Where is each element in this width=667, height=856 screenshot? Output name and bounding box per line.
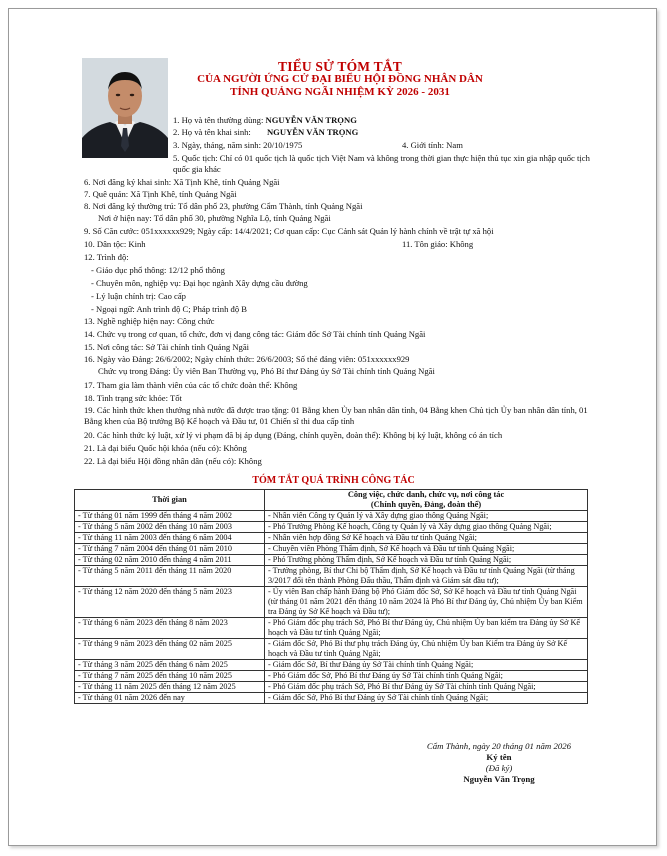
document-subtitle-2: TỈNH QUẢNG NGÃI NHIỆM KỲ 2026 - 2031 bbox=[230, 86, 450, 98]
table-row bbox=[75, 533, 588, 544]
table-cell-time: - Từ tháng 5 năm 2002 đến tháng 10 năm 2003 bbox=[75, 522, 265, 533]
table-cell-time: - Từ tháng 11 năm 2025 đến tháng 12 năm 2025 bbox=[75, 682, 265, 693]
column-header-job-line2: (Chính quyền, Đảng, đoàn thể) bbox=[370, 500, 482, 509]
signature-name: Nguyễn Văn Trọng bbox=[463, 774, 535, 784]
table-row bbox=[75, 511, 588, 522]
field-political-theory: - Lý luận chính trị: Cao cấp bbox=[91, 291, 186, 301]
portrait-photo bbox=[82, 58, 168, 158]
table-cell-job: - Giám đốc Sở, Phó Bí thư phụ trách Đảng ủy, Chủ nhiệm Ủy ban Kiểm tra Đảng ủy Sở Kế hoạch và Đầu tư tỉnh Quảng Ngãi; bbox=[265, 639, 588, 660]
table-cell-job: - Nhân viên hợp đồng Sở Kế hoạch và Đầu tư tỉnh Quảng Ngãi; bbox=[265, 533, 588, 544]
table-cell-time: - Từ tháng 6 năm 2023 đến tháng 8 năm 2023 bbox=[75, 618, 265, 639]
field-ethnicity: 10. Dân tộc: Kinh bbox=[84, 239, 146, 249]
field-health: 18. Tình trạng sức khỏe: Tốt bbox=[84, 393, 182, 403]
field-label: 2. Họ và tên khai sinh: bbox=[173, 127, 253, 137]
table-cell-job: - Giám đốc Sở, Bí thư Đảng ủy Sở Tài chính tỉnh Quảng Ngãi; bbox=[265, 660, 588, 671]
field-foreign-language: - Ngoại ngữ: Anh trình độ C; Pháp trình độ B bbox=[91, 304, 248, 314]
table-row bbox=[75, 682, 588, 693]
table-cell-job: - Trưởng phòng, Bí thư Chi bộ Thẩm định, Sở Kế hoạch và Đầu tư tỉnh Quảng Ngãi (từ tháng 3/2017 đổi tên thành Phòng Đấu thầu, Thẩm định và Giám sát đầu tư); bbox=[265, 566, 588, 587]
table-cell-time: - Từ tháng 5 năm 2011 đến tháng 11 năm 2020 bbox=[75, 566, 265, 587]
field-birth-date: 3. Ngày, tháng, năm sinh: 20/10/1975 bbox=[173, 140, 303, 150]
field-birth-registration: 6. Nơi đăng ký khai sinh: Xã Tịnh Khê, tỉnh Quảng Ngãi bbox=[84, 177, 280, 187]
table-row bbox=[75, 660, 588, 671]
table-cell-time: - Từ tháng 01 năm 1999 đến tháng 4 năm 2002 bbox=[75, 511, 265, 522]
column-header-job bbox=[265, 490, 588, 511]
field-position: 14. Chức vụ trong cơ quan, tổ chức, đơn vị đang công tác: Giám đốc Sở Tài chính tỉnh Quảng Ngãi bbox=[84, 329, 426, 339]
field-national-assembly: 21. Là đại biểu Quốc hội khóa (nếu có): Không bbox=[84, 443, 247, 453]
table-cell-time: - Từ tháng 7 năm 2025 đến tháng 10 năm 2025 bbox=[75, 671, 265, 682]
table-cell-time: - Từ tháng 7 năm 2004 đến tháng 01 năm 2010 bbox=[75, 544, 265, 555]
field-permanent-address: 8. Nơi đăng ký thường trú: Tổ dân phố 23, phường Cẩm Thành, tỉnh Quảng Ngãi bbox=[84, 201, 363, 211]
table-cell-job: - Phó Trưởng Phòng Kế hoạch, Công ty Quản lý và Xây dựng giao thông Quảng Ngãi; bbox=[265, 522, 588, 533]
table-cell-job: - Phó Giám đốc phụ trách Sở, Phó Bí thư Đảng ủy, Chủ nhiệm Ủy ban kiểm tra Đảng ủy Sở Kế hoạch và Đầu tư tỉnh Quảng Ngãi; bbox=[265, 618, 588, 639]
table-row bbox=[75, 544, 588, 555]
work-history-table bbox=[74, 489, 588, 704]
field-hometown: 7. Quê quán: Xã Tịnh Khê, tỉnh Quảng Ngãi bbox=[84, 189, 237, 199]
field-current-address: Nơi ở hiện nay: Tổ dân phố 30, phường Nghĩa Lộ, tỉnh Quảng Ngãi bbox=[98, 213, 331, 223]
table-cell-job: - Giám đốc Sở, Phó Bí thư Đảng ủy Sở Tài chính tỉnh Quảng Ngãi; bbox=[265, 693, 588, 704]
signature-label: Ký tên bbox=[486, 752, 512, 762]
field-general-education: - Giáo dục phổ thông: 12/12 phổ thông bbox=[91, 265, 225, 275]
document-title: TIỂU SỬ TÓM TẮT bbox=[278, 59, 402, 74]
table-cell-job: - Ủy viên Ban chấp hành Đảng bộ Phó Giám đốc Sở, Sở Kế hoạch và Đầu tư tỉnh Quảng Ngãi (từ tháng 01 năm 2021 đến tháng 10 năm 2024 là Phó Bí thư Đảng ủy, Chủ nhiệm Ủy ban Kiểm tra Đảng ủy Sở Kế hoạch và Đầu tư); bbox=[265, 587, 588, 618]
field-professional: - Chuyên môn, nghiệp vụ: Đại học ngành Xây dựng cầu đường bbox=[91, 278, 308, 288]
table-cell-time: - Từ tháng 3 năm 2025 đến tháng 6 năm 2025 bbox=[75, 660, 265, 671]
field-label: 1. Họ và tên thường dùng: bbox=[173, 115, 266, 125]
table-row bbox=[75, 522, 588, 533]
table-cell-job: - Phó Giám đốc Sở, Phó Bí thư Đảng ủy Sở Tài chính tỉnh Quảng Ngãi; bbox=[265, 671, 588, 682]
table-cell-time: - Từ tháng 01 năm 2026 đến nay bbox=[75, 693, 265, 704]
column-header-time: Thời gian bbox=[75, 490, 265, 511]
field-common-name bbox=[173, 115, 357, 126]
signature-status: (Đã ký) bbox=[485, 763, 513, 773]
table-row bbox=[75, 639, 588, 660]
field-party-join: 16. Ngày vào Đảng: 26/6/2002; Ngày chính thức: 26/6/2003; Số thẻ đảng viên: 051xxxxxx929 bbox=[84, 354, 410, 364]
field-awards: 19. Các hình thức khen thưởng nhà nước đã được trao tặng: 01 Bằng khen Ủy ban nhân dân tỉnh, 04 Bằng khen Chủ tịch Ủy ban nhân dân tỉnh, 01 Bằng khen của Bộ trưởng Bộ Kế hoạch và Đầu tư, 01 Chiến sĩ thi đua cấp tỉnh bbox=[84, 405, 588, 426]
field-nationality: 5. Quốc tịch: Chỉ có 01 quốc tịch là quốc tịch Việt Nam và không trong thời gian thực hiện thủ tục xin gia nhập quốc tịch quốc gia khác bbox=[173, 153, 590, 174]
field-gender: 4. Giới tính: Nam bbox=[402, 140, 463, 150]
table-cell-job: - Chuyên viên Phòng Thẩm định, Sở Kế hoạch và Đầu tư tỉnh Quảng Ngãi; bbox=[265, 544, 588, 555]
column-header-job-line1: Công việc, chức danh, chức vụ, nơi công tác bbox=[347, 490, 505, 499]
table-row bbox=[75, 671, 588, 682]
field-workplace: 15. Nơi công tác: Sở Tài chính tỉnh Quảng Ngãi bbox=[84, 342, 250, 352]
signature-place-date: Cẩm Thành, ngày 20 tháng 01 năm 2026 bbox=[426, 741, 572, 751]
field-religion: 11. Tôn giáo: Không bbox=[402, 239, 474, 249]
field-birth-name bbox=[173, 127, 358, 138]
table-header-row bbox=[75, 490, 588, 511]
table-row bbox=[75, 566, 588, 587]
table-cell-time: - Từ tháng 9 năm 2023 đến tháng 02 năm 2025 bbox=[75, 639, 265, 660]
field-discipline: 20. Các hình thức kỷ luật, xử lý vi phạm đã bị áp dụng (Đảng, chính quyền, đoàn thể): Không bị kỷ luật, không có án tích bbox=[84, 430, 503, 440]
field-occupation: 13. Nghề nghiệp hiện nay: Công chức bbox=[84, 316, 215, 326]
field-value: NGUYỄN VĂN TRỌNG bbox=[265, 115, 357, 125]
field-education-heading: 12. Trình độ: bbox=[84, 252, 129, 262]
field-id-card: 9. Số Căn cước: 051xxxxxx929; Ngày cấp: 14/4/2021; Cơ quan cấp: Cục Cảnh sát Quản lý hành chính về trật tự xã hội bbox=[84, 226, 494, 236]
table-row bbox=[75, 555, 588, 566]
field-party-position: Chức vụ trong Đảng: Ủy viên Ban Thường vụ, Phó Bí thư Đảng ủy Sở Tài chính tỉnh Quảng Ngãi bbox=[98, 366, 435, 376]
table-cell-time: - Từ tháng 02 năm 2010 đến tháng 4 năm 2011 bbox=[75, 555, 265, 566]
table-row bbox=[75, 693, 588, 704]
document-subtitle-1: CỦA NGƯỜI ỨNG CỬ ĐẠI BIỂU HỘI ĐỒNG NHÂN DÂN bbox=[197, 73, 483, 85]
field-value: NGUYỄN VĂN TRỌNG bbox=[266, 127, 359, 137]
table-cell-job: - Phó Giám đốc phụ trách Sở, Phó Bí thư Đảng ủy Sở Tài chính tỉnh Quảng Ngãi; bbox=[265, 682, 588, 693]
field-organizations: 17. Tham gia làm thành viên của các tổ chức đoàn thể: Không bbox=[84, 380, 298, 390]
document-header bbox=[170, 60, 510, 99]
work-history-title: TÓM TẮT QUÁ TRÌNH CÔNG TÁC bbox=[252, 475, 415, 486]
table-row bbox=[75, 618, 588, 639]
table-cell-job: - Phó Trưởng phòng Thẩm định, Sở Kế hoạch và Đầu tư tỉnh Quảng Ngãi; bbox=[265, 555, 588, 566]
field-peoples-council: 22. Là đại biểu Hội đồng nhân dân (nếu có): Không bbox=[84, 456, 262, 466]
table-row bbox=[75, 587, 588, 618]
table-cell-job: - Nhân viên Công ty Quản lý và Xây dựng giao thông Quảng Ngãi; bbox=[265, 511, 588, 522]
table-cell-time: - Từ tháng 12 năm 2020 đến tháng 5 năm 2023 bbox=[75, 587, 265, 618]
table-cell-time: - Từ tháng 11 năm 2003 đến tháng 6 năm 2004 bbox=[75, 533, 265, 544]
